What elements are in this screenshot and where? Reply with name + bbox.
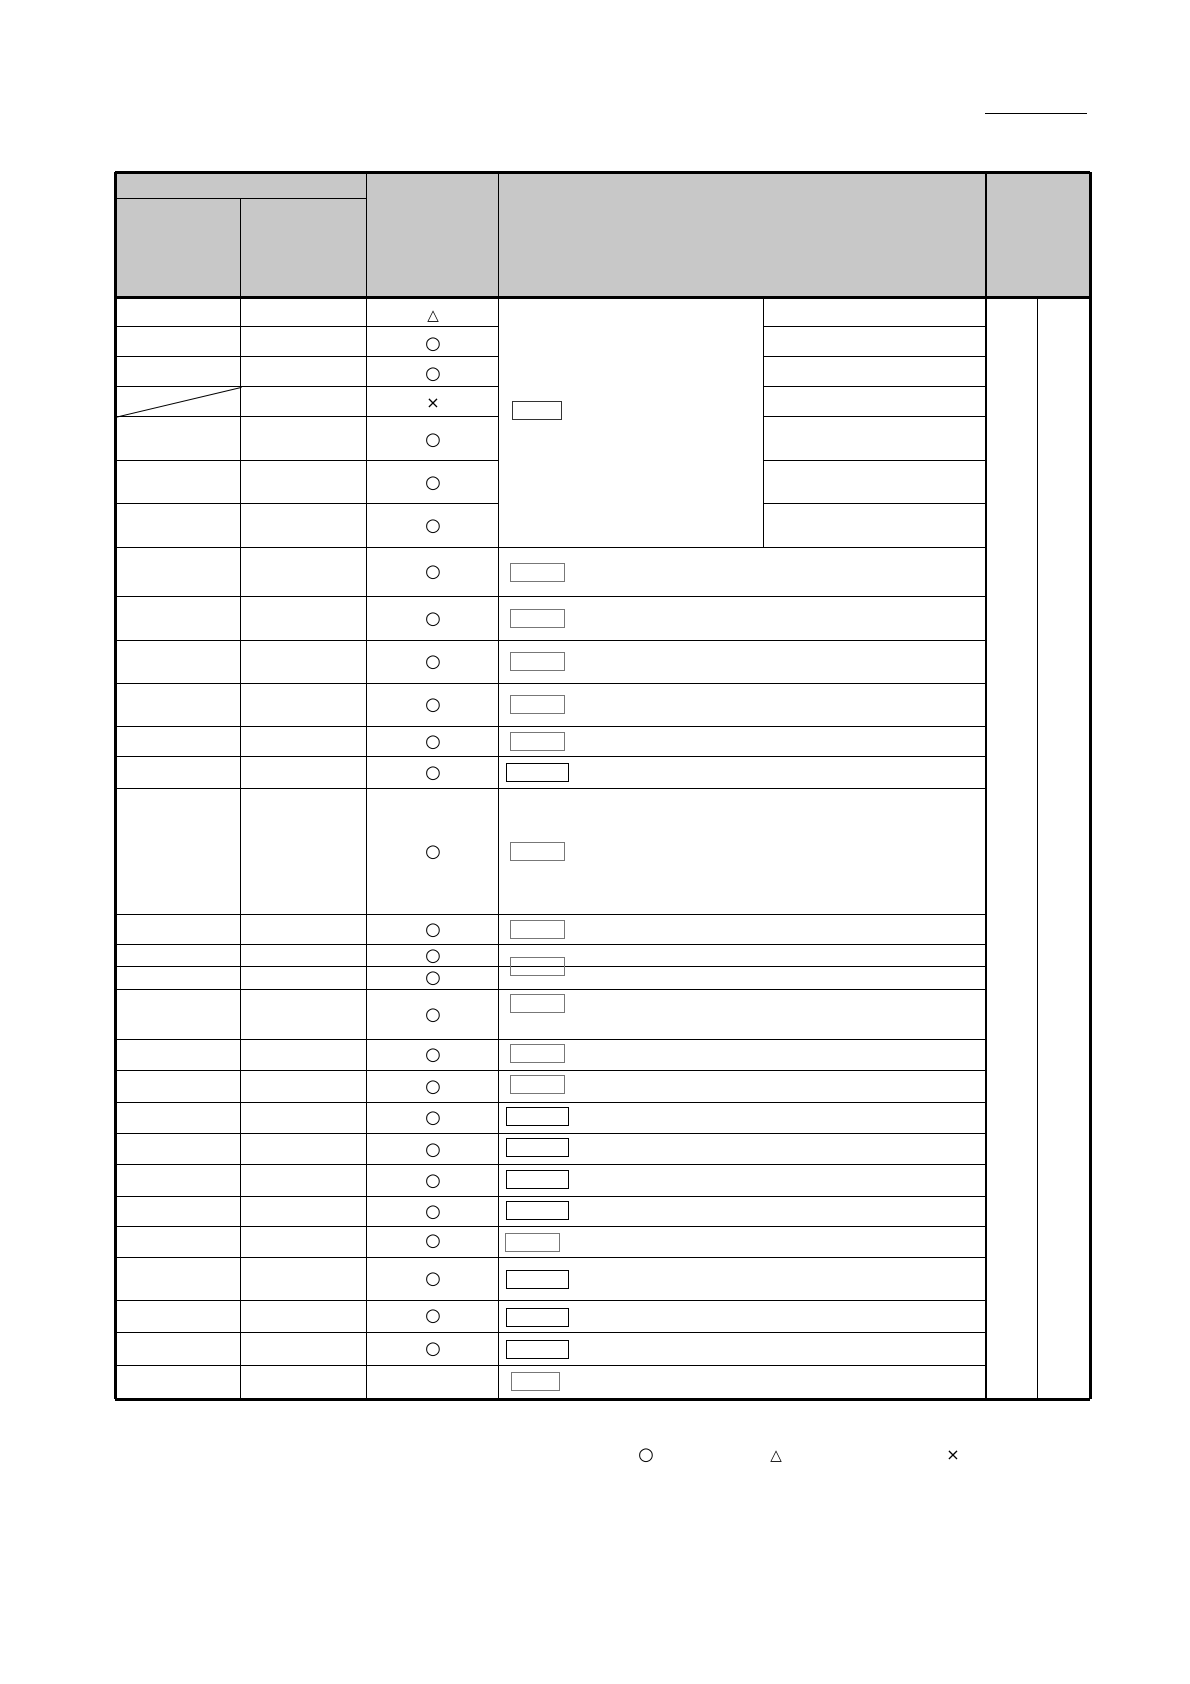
row-rule	[115, 989, 986, 990]
circle-mark: ○	[425, 1170, 441, 1191]
cross-mark: ×	[426, 393, 440, 412]
row-rule	[115, 683, 986, 684]
row-rule	[115, 460, 499, 461]
row-rule	[115, 640, 986, 641]
circle-mark: ○	[425, 841, 441, 862]
reference-box	[510, 920, 565, 939]
circle-mark: ○	[425, 694, 441, 715]
reference-box	[506, 1107, 569, 1126]
row-rule	[115, 1039, 986, 1040]
row-rule	[764, 416, 986, 417]
reference-box	[505, 1233, 560, 1252]
reference-box	[510, 695, 565, 714]
circle-mark: ○	[425, 429, 441, 450]
table-top-border	[115, 171, 1090, 174]
top-right-underline	[985, 113, 1087, 114]
legend-circle-mark: ○	[638, 1444, 654, 1465]
row-rule	[115, 1164, 986, 1165]
circle-mark: ○	[425, 1338, 441, 1359]
circle-mark: ○	[425, 1076, 441, 1097]
reference-box	[510, 732, 565, 751]
circle-mark: ○	[425, 967, 441, 988]
row-rule	[115, 1257, 986, 1258]
row-rule	[115, 726, 986, 727]
reference-box	[510, 1075, 565, 1094]
reference-box	[506, 1138, 569, 1157]
row-rule	[115, 503, 499, 504]
reference-box	[510, 957, 565, 976]
circle-mark: ○	[425, 1268, 441, 1289]
reference-box	[506, 763, 569, 782]
reference-box	[506, 1201, 569, 1220]
reference-box	[510, 652, 565, 671]
reference-box	[512, 401, 562, 420]
row-rule	[115, 1196, 986, 1197]
table-right-border	[1089, 172, 1092, 1399]
circle-mark: ○	[425, 363, 441, 384]
row-rule	[115, 914, 986, 915]
circle-mark: ○	[425, 1004, 441, 1025]
row-rule	[115, 416, 499, 417]
row-rule	[115, 788, 986, 789]
circle-mark: ○	[425, 651, 441, 672]
reference-box	[510, 563, 565, 582]
row-rule	[115, 944, 986, 945]
reference-box	[510, 609, 565, 628]
row-rule	[764, 386, 986, 387]
row-rule	[764, 503, 986, 504]
reference-box	[510, 842, 565, 861]
row-rule	[115, 1300, 986, 1301]
row-rule	[764, 356, 986, 357]
reference-box	[510, 994, 565, 1013]
circle-mark: ○	[425, 1044, 441, 1065]
circle-mark: ○	[425, 1201, 441, 1222]
circle-mark: ○	[425, 515, 441, 536]
reference-box	[506, 1340, 569, 1359]
circle-mark: ○	[425, 472, 441, 493]
legend-triangle-mark: △	[770, 1446, 782, 1464]
reference-box	[506, 1308, 569, 1327]
circle-mark: ○	[425, 1305, 441, 1326]
row-rule	[115, 1070, 986, 1071]
row-rule	[115, 596, 986, 597]
reference-box	[511, 1372, 560, 1391]
circle-mark: ○	[425, 1139, 441, 1160]
circle-mark: ○	[425, 561, 441, 582]
row-rule	[115, 547, 986, 548]
circle-mark: ○	[425, 1230, 441, 1251]
row-rule	[115, 386, 499, 387]
row-rule	[115, 1365, 986, 1366]
circle-mark: ○	[425, 919, 441, 940]
reference-box	[506, 1170, 569, 1189]
table-header	[115, 172, 1090, 297]
row-rule	[764, 326, 986, 327]
triangle-mark: △	[427, 306, 439, 324]
circle-mark: ○	[425, 731, 441, 752]
row-rule	[115, 1133, 986, 1134]
reference-box	[506, 1270, 569, 1289]
row-rule	[115, 356, 499, 357]
row-rule	[115, 1102, 986, 1103]
row-rule	[115, 326, 499, 327]
header-bottom-border	[115, 296, 1090, 299]
diagonal-cell-rule	[115, 387, 241, 418]
row-rule	[115, 756, 986, 757]
circle-mark: ○	[425, 945, 441, 966]
column-rule	[1037, 297, 1038, 1399]
circle-mark: ○	[425, 608, 441, 629]
row-rule	[115, 1332, 986, 1333]
table-bottom-border	[115, 1398, 1090, 1401]
column-rule	[240, 199, 241, 1399]
column-rule	[763, 297, 764, 548]
reference-box	[510, 1044, 565, 1063]
circle-mark: ○	[425, 333, 441, 354]
circle-mark: ○	[425, 1107, 441, 1128]
row-rule	[764, 460, 986, 461]
row-rule	[115, 1226, 986, 1227]
circle-mark: ○	[425, 762, 441, 783]
legend-cross-mark: ×	[946, 1445, 960, 1464]
